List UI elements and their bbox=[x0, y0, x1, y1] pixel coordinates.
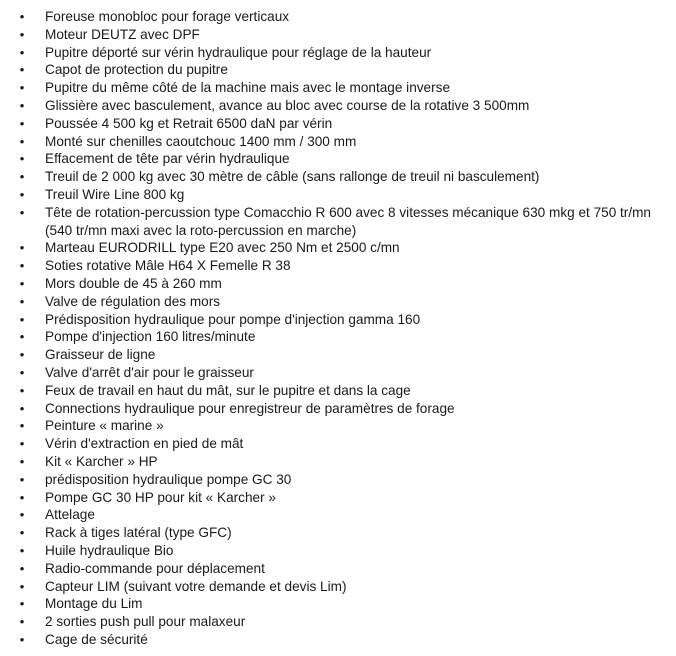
bullet-icon: • bbox=[19, 80, 25, 96]
list-item-text: Cage de sécurité bbox=[45, 631, 148, 647]
list-item bbox=[0, 631, 676, 649]
bullet-icon: • bbox=[19, 436, 25, 452]
list-item-text: Treuil Wire Line 800 kg bbox=[45, 186, 185, 202]
list-item bbox=[0, 293, 676, 311]
list-item-text: Peinture « marine » bbox=[45, 418, 164, 434]
list-item bbox=[0, 453, 676, 471]
bullet-icon: • bbox=[19, 311, 25, 327]
list-item-text: 2 sorties push pull pour malaxeur bbox=[45, 614, 246, 630]
bullet-icon: • bbox=[19, 133, 25, 149]
bullet-icon: • bbox=[19, 97, 25, 113]
list-item bbox=[0, 506, 676, 524]
list-item bbox=[0, 168, 676, 186]
bullet-icon: • bbox=[19, 489, 25, 505]
bullet-icon: • bbox=[19, 400, 25, 416]
bullet-icon: • bbox=[19, 507, 25, 523]
list-item bbox=[0, 613, 676, 631]
list-item-text: Kit « Karcher » HP bbox=[45, 453, 158, 469]
list-item-text: Rack à tiges latéral (type GFC) bbox=[45, 525, 232, 541]
list-item bbox=[0, 471, 676, 489]
list-item-text: Connections hydraulique pour enregistreur de paramètres de forage bbox=[45, 400, 455, 416]
list-item-text: Marteau EURODRILL type E20 avec 250 Nm et 2500 c/mn bbox=[45, 240, 400, 256]
list-item bbox=[0, 542, 676, 560]
list-item-text: Capot de protection du pupitre bbox=[45, 62, 228, 78]
list-item-text: Poussée 4 500 kg et Retrait 6500 daN par vérin bbox=[45, 115, 333, 131]
bullet-icon: • bbox=[19, 631, 25, 647]
list-item bbox=[0, 311, 676, 329]
list-item-text: Pupitre déporté sur vérin hydraulique pour réglage de la hauteur bbox=[45, 44, 432, 60]
list-item-text: Valve d'arrêt d'air pour le graisseur bbox=[45, 364, 254, 380]
list-item-text: Glissière avec basculement, avance au bloc avec course de la rotative 3 500mm bbox=[45, 97, 530, 113]
list-item bbox=[0, 257, 676, 275]
bullet-icon: • bbox=[19, 115, 25, 131]
list-item bbox=[0, 524, 676, 542]
list-item-text: Monté sur chenilles caoutchouc 1400 mm / 300 mm bbox=[45, 133, 357, 149]
list-item-text: Treuil de 2 000 kg avec 30 mètre de câble (sans rallonge de treuil ni basculement) bbox=[45, 169, 540, 185]
bullet-icon: • bbox=[19, 62, 25, 78]
list-item-text: Effacement de tête par vérin hydraulique bbox=[45, 151, 290, 167]
list-item-text: Prédisposition hydraulique pour pompe d'injection gamma 160 bbox=[45, 311, 421, 327]
list-item bbox=[0, 79, 676, 97]
document-page bbox=[0, 8, 676, 649]
list-item-text: Pupitre du même côté de la machine mais avec le montage inverse bbox=[45, 80, 450, 96]
bullet-icon: • bbox=[19, 471, 25, 487]
list-item-text: prédisposition hydraulique pompe GC 30 bbox=[45, 471, 292, 487]
list-item bbox=[0, 560, 676, 578]
bullet-icon: • bbox=[19, 275, 25, 291]
list-item bbox=[0, 417, 676, 435]
list-item-text: Soties rotative Mâle H64 X Femelle R 38 bbox=[45, 258, 291, 274]
list-item bbox=[0, 8, 676, 26]
list-item-text: Pompe d'injection 160 litres/minute bbox=[45, 329, 256, 345]
list-item-text: Graisseur de ligne bbox=[45, 347, 156, 363]
list-item-text: Valve de régulation des mors bbox=[45, 293, 221, 309]
list-item-text: Pompe GC 30 HP pour kit « Karcher » bbox=[45, 489, 276, 505]
list-item bbox=[0, 275, 676, 293]
list-item bbox=[0, 578, 676, 596]
equipment-spec-list bbox=[0, 8, 676, 649]
bullet-icon: • bbox=[19, 151, 25, 167]
bullet-icon: • bbox=[19, 258, 25, 274]
list-item bbox=[0, 204, 676, 240]
bullet-icon: • bbox=[19, 418, 25, 434]
bullet-icon: • bbox=[19, 382, 25, 398]
list-item-text: Radio-commande pour déplacement bbox=[45, 560, 265, 576]
list-item bbox=[0, 61, 676, 79]
bullet-icon: • bbox=[19, 347, 25, 363]
list-item-text: Moteur DEUTZ avec DPF bbox=[45, 26, 200, 42]
bullet-icon: • bbox=[19, 293, 25, 309]
list-item-text: Tête de rotation-percussion type Comacchio R 600 avec 8 vitesses mécanique 630 mkg et 750 tr/mn (540 tr/mn maxi avec la roto-percussion en marche) bbox=[45, 204, 651, 238]
list-item bbox=[0, 115, 676, 133]
list-item-text: Capteur LIM (suivant votre demande et devis Lim) bbox=[45, 578, 347, 594]
bullet-icon: • bbox=[19, 542, 25, 558]
list-item bbox=[0, 44, 676, 62]
list-item-text: Attelage bbox=[45, 507, 95, 523]
bullet-icon: • bbox=[19, 453, 25, 469]
bullet-icon: • bbox=[19, 364, 25, 380]
list-item-text: Montage du Lim bbox=[45, 596, 143, 612]
bullet-icon: • bbox=[19, 525, 25, 541]
list-item-text: Foreuse monobloc pour forage verticaux bbox=[45, 9, 290, 24]
bullet-icon: • bbox=[19, 596, 25, 612]
list-item bbox=[0, 239, 676, 257]
list-item-text: Huile hydraulique Bio bbox=[45, 542, 174, 558]
list-item-text: Mors double de 45 à 260 mm bbox=[45, 275, 222, 291]
list-item bbox=[0, 382, 676, 400]
list-item bbox=[0, 133, 676, 151]
list-item bbox=[0, 435, 676, 453]
list-item-text: Feux de travail en haut du mât, sur le pupitre et dans la cage bbox=[45, 382, 411, 398]
list-item bbox=[0, 26, 676, 44]
list-item bbox=[0, 595, 676, 613]
list-item bbox=[0, 489, 676, 507]
list-item bbox=[0, 346, 676, 364]
bullet-icon: • bbox=[19, 329, 25, 345]
bullet-icon: • bbox=[19, 560, 25, 576]
list-item bbox=[0, 186, 676, 204]
list-item bbox=[0, 328, 676, 346]
list-item bbox=[0, 400, 676, 418]
bullet-icon: • bbox=[19, 9, 25, 24]
list-item bbox=[0, 364, 676, 382]
list-item bbox=[0, 97, 676, 115]
list-item-text: Vérin d'extraction en pied de mât bbox=[45, 436, 244, 452]
bullet-icon: • bbox=[19, 186, 25, 202]
bullet-icon: • bbox=[19, 204, 25, 220]
bullet-icon: • bbox=[19, 44, 25, 60]
bullet-icon: • bbox=[19, 240, 25, 256]
bullet-icon: • bbox=[19, 26, 25, 42]
bullet-icon: • bbox=[19, 169, 25, 185]
bullet-icon: • bbox=[19, 578, 25, 594]
bullet-icon: • bbox=[19, 614, 25, 630]
list-item bbox=[0, 150, 676, 168]
